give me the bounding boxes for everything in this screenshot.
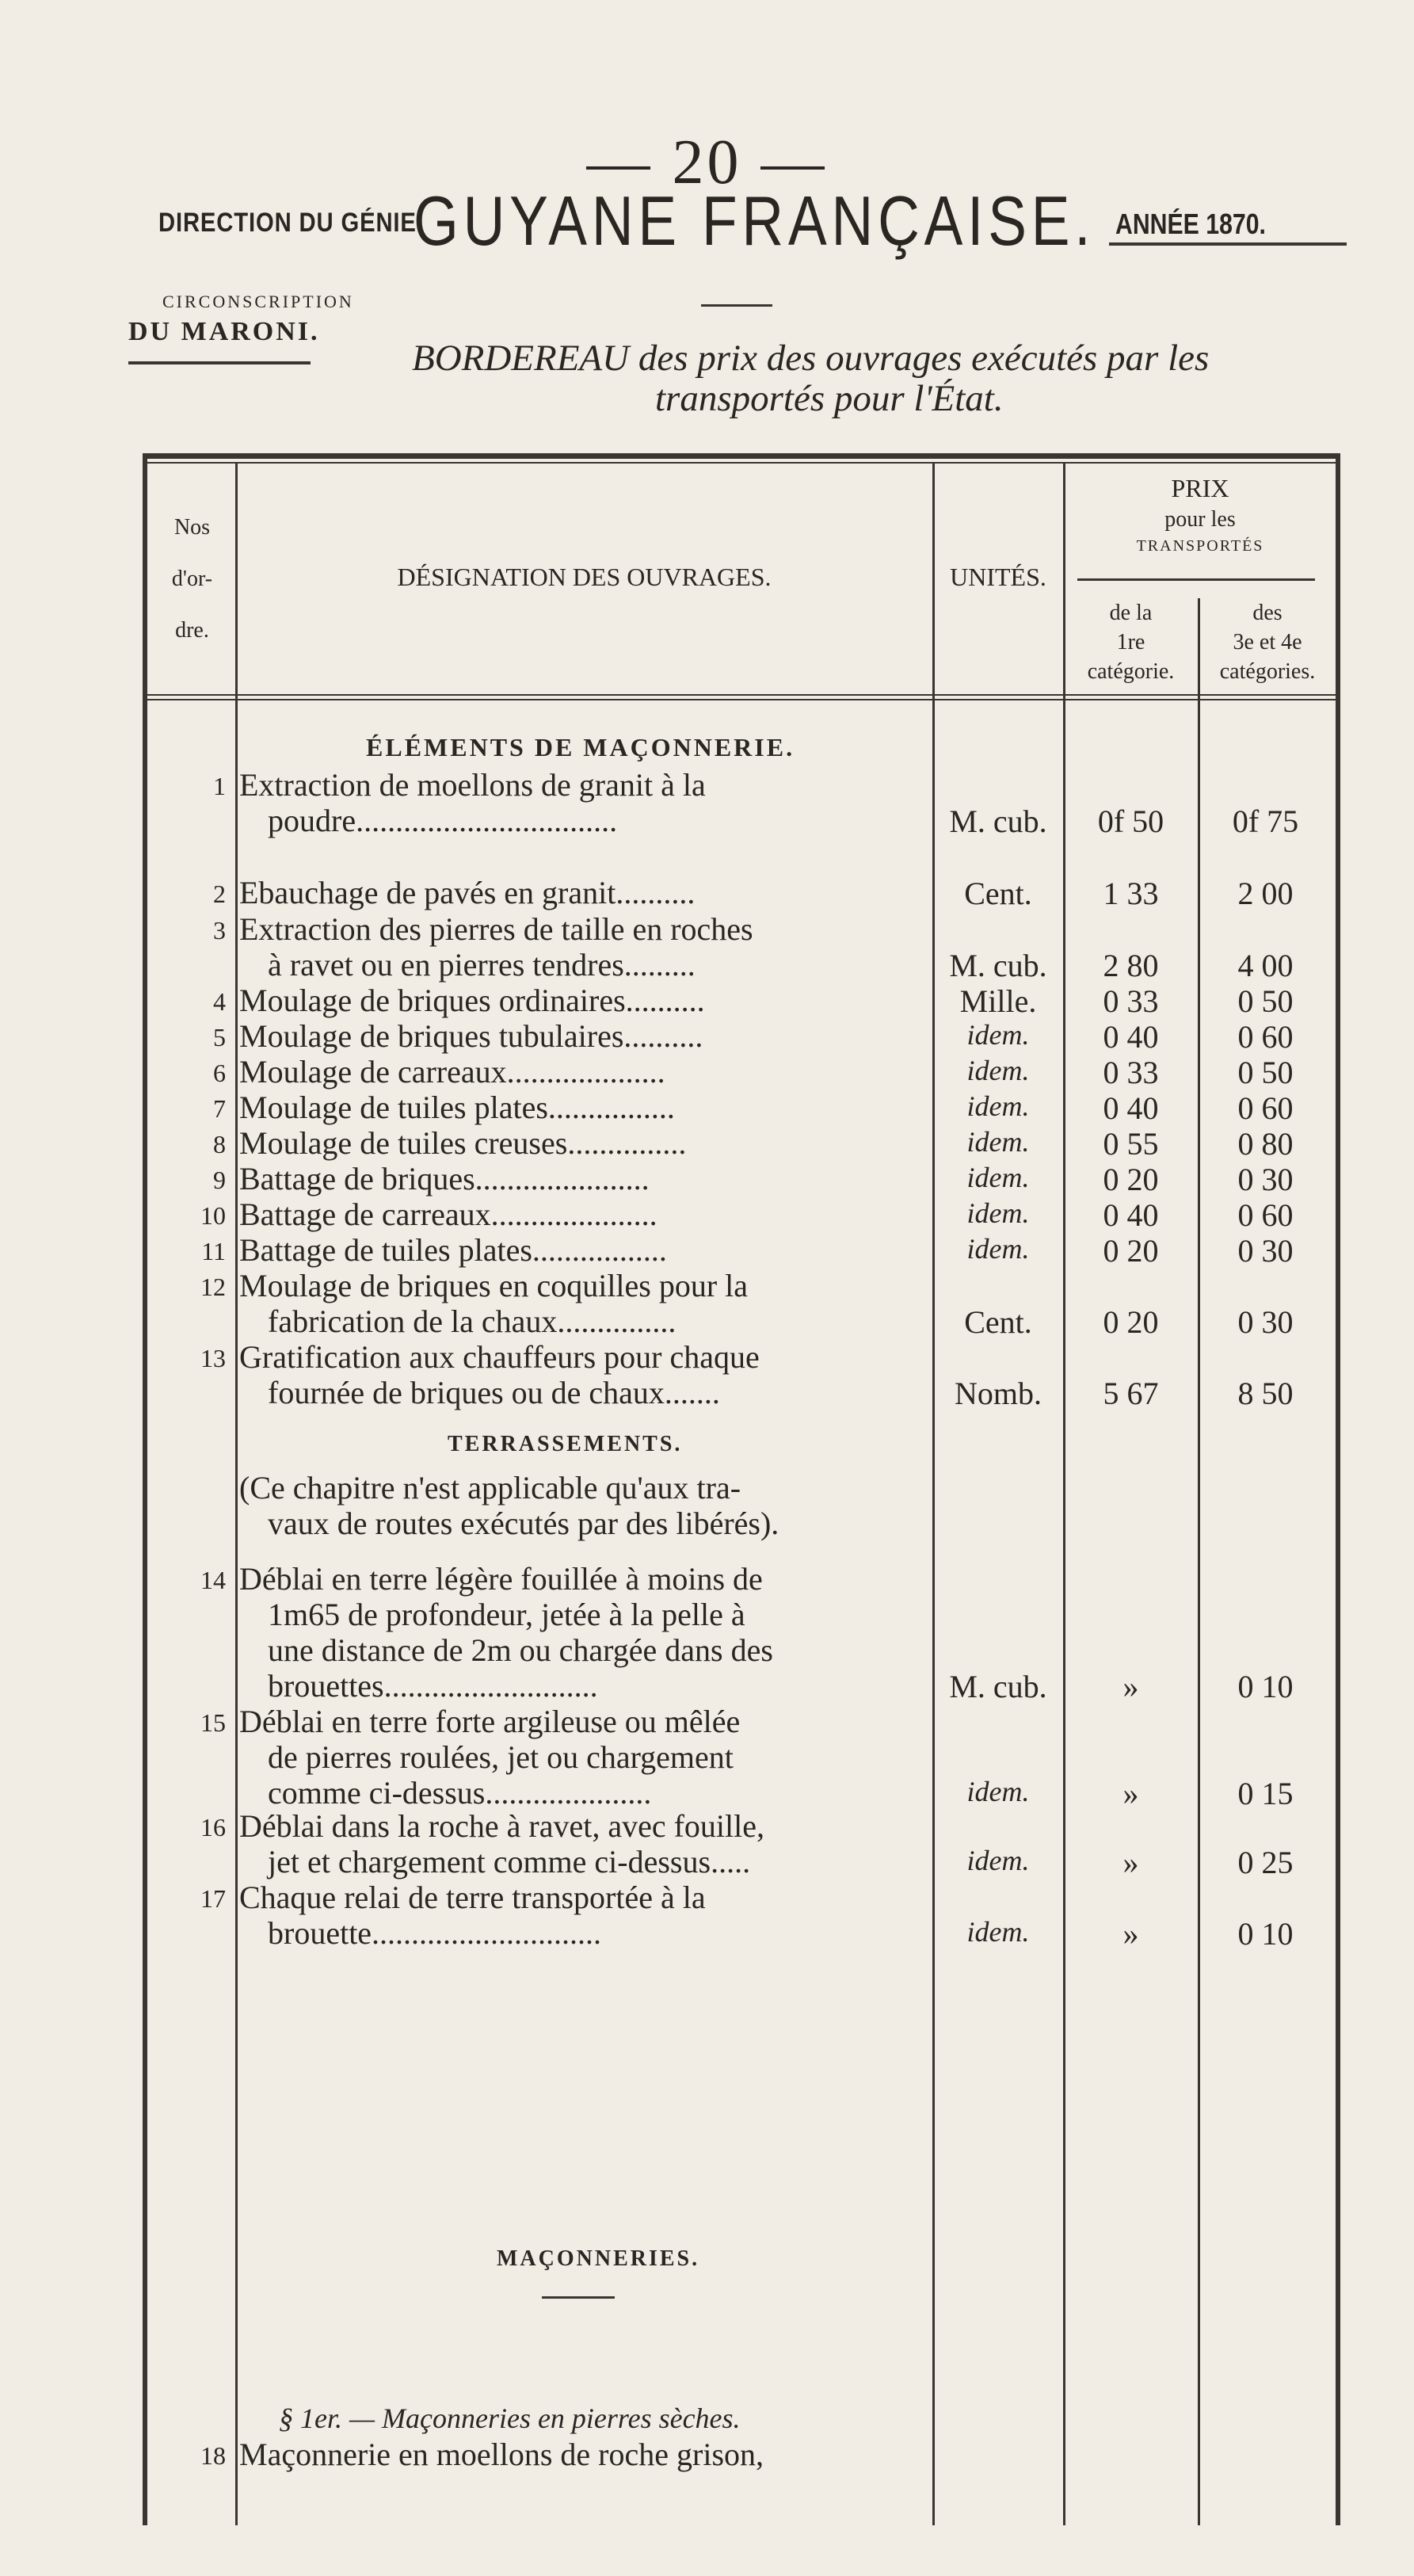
row-designation <box>239 1161 932 1196</box>
year-label: ANNÉE 1870. <box>1115 208 1266 240</box>
row-number: 10 <box>200 1201 226 1230</box>
row-designation <box>239 1125 932 1161</box>
row-designation <box>239 1232 932 1268</box>
price-cat1: 0 33 <box>1103 1055 1159 1090</box>
designation-line: de pierres roulées, jet ou chargement <box>268 1739 734 1775</box>
department-label: DIRECTION DU GÉNIE. <box>158 208 424 238</box>
row-designation <box>239 1808 932 1880</box>
price-cat1: » <box>1122 1845 1139 1880</box>
price-cat2: 0 80 <box>1237 1126 1294 1162</box>
price-cat1: 0 55 <box>1103 1126 1159 1162</box>
header-bottom-rule-2 <box>147 699 1336 700</box>
table-top-rule-thin <box>143 462 1340 464</box>
page-number: — 20 — <box>586 128 828 197</box>
cat1-header-3: catégorie. <box>1087 659 1175 684</box>
subtitle-line-2: transportés pour l'État. <box>655 378 1004 419</box>
header-bottom-rule <box>147 694 1336 696</box>
price-cat1: » <box>1122 1669 1139 1704</box>
designation-line: Battage de carreaux..................... <box>239 1196 657 1232</box>
price-cat2: 0 30 <box>1237 1233 1294 1269</box>
row-number: 8 <box>213 1130 226 1158</box>
col-designation-header: DÉSIGNATION DES OUVRAGES. <box>397 563 772 591</box>
subtitle-line-1: BORDEREAU des prix des ouvrages exécutés par les <box>412 338 1210 379</box>
cat2-header-3: catégories. <box>1219 659 1316 684</box>
designation-line: une distance de 2m ou chargée dans des <box>268 1632 773 1668</box>
price-cat1: 0 20 <box>1103 1233 1159 1269</box>
price-cat1: 1 33 <box>1103 876 1159 911</box>
designation-line: brouette............................. <box>268 1915 602 1951</box>
price-cat1: 0f 50 <box>1097 803 1164 839</box>
row-number: 7 <box>213 1094 226 1123</box>
circonscription-underline <box>128 361 311 364</box>
row-number: 16 <box>200 1813 226 1841</box>
designation-line: Moulage de carreaux.................... <box>239 1054 665 1090</box>
row-number: 1 <box>213 772 226 800</box>
row-number: 5 <box>213 1023 226 1051</box>
row-number: 18 <box>200 2441 226 2470</box>
section-heading-terrassements: TERRASSEMENTS. <box>448 1432 683 1456</box>
price-cat2: 2 00 <box>1237 876 1294 911</box>
designation-line: comme ci-dessus..................... <box>268 1775 652 1811</box>
designation-line: fabrication de la chaux............... <box>268 1303 677 1339</box>
row-unit: Cent. <box>964 876 1032 911</box>
price-cat2: 0 25 <box>1237 1845 1294 1880</box>
price-cat2: 0 60 <box>1237 1197 1294 1233</box>
designation-line: à ravet ou en pierres tendres......... <box>268 947 696 983</box>
row-unit: M. cub. <box>949 803 1047 839</box>
row-unit: Nomb. <box>955 1376 1042 1411</box>
row-unit: idem. <box>966 1055 1030 1086</box>
circonscription-label: CIRCONSCRIPTION <box>162 292 354 311</box>
row-designation <box>239 911 932 983</box>
cat1-header-2: 1re <box>1116 630 1145 654</box>
row-designation <box>239 983 932 1018</box>
row-designation <box>239 1268 932 1339</box>
column-divider-num <box>235 464 238 2525</box>
row-number: 3 <box>213 916 226 945</box>
price-cat1: 0 40 <box>1103 1197 1159 1233</box>
row-unit: idem. <box>966 1019 1030 1051</box>
column-divider-units <box>1063 464 1065 2525</box>
designation-line: jet et chargement comme ci-dessus..... <box>268 1844 751 1880</box>
price-cat1: » <box>1122 1916 1139 1952</box>
row-designation <box>239 1339 932 1410</box>
designation-line: Moulage de tuiles plates................ <box>239 1090 675 1125</box>
price-cat2: 0 10 <box>1237 1916 1294 1952</box>
section-heading-maconneries: MAÇONNERIES. <box>497 2246 700 2271</box>
maconneries-rule <box>542 2296 615 2299</box>
row-number: 17 <box>200 1884 226 1913</box>
designation-line: brouettes........................... <box>268 1668 598 1704</box>
designation-line: Moulage de tuiles creuses............... <box>239 1125 687 1161</box>
designation-line: Battage de tuiles plates................. <box>239 1232 667 1268</box>
subsection-heading: § 1er. — Maçonneries en pierres sèches. <box>279 2402 741 2434</box>
row-unit: Mille. <box>959 983 1037 1019</box>
price-cat1: » <box>1122 1776 1139 1811</box>
cat2-header-1: des <box>1252 601 1283 625</box>
row-designation <box>239 1090 932 1125</box>
prix-header-2: pour les <box>1164 507 1236 532</box>
row-designation <box>239 875 932 910</box>
designation-line: Chaque relai de terre transportée à la <box>239 1880 706 1915</box>
row-number: 2 <box>213 880 226 908</box>
designation-line: Gratification aux chauffeurs pour chaque <box>239 1339 760 1375</box>
price-cat1: 0 20 <box>1103 1162 1159 1197</box>
prix-rule <box>1077 578 1315 581</box>
price-cat2: 0f 75 <box>1232 803 1299 839</box>
designation-line: Déblai en terre légère fouillée à moins de <box>239 1561 763 1597</box>
col-num-header-2: d'or- <box>171 567 213 591</box>
designation-line: Moulage de briques tubulaires.......... <box>239 1018 703 1054</box>
designation-line: Déblai en terre forte argileuse ou mêlée <box>239 1704 741 1739</box>
designation-line: poudre................................. <box>268 803 618 838</box>
row-number: 11 <box>201 1237 226 1265</box>
price-cat2: 8 50 <box>1237 1376 1294 1411</box>
title-rule <box>701 304 772 307</box>
designation-line: Ebauchage de pavés en granit.......... <box>239 875 696 910</box>
row-unit: M. cub. <box>949 948 1047 983</box>
row-designation <box>239 1704 932 1811</box>
price-cat1: 0 40 <box>1103 1019 1159 1055</box>
designation-line: Maçonnerie en moellons de roche grison, <box>239 2437 764 2472</box>
row-number: 13 <box>200 1344 226 1372</box>
price-cat1: 2 80 <box>1103 948 1159 983</box>
price-cat1: 0 20 <box>1103 1304 1159 1340</box>
table-top-rule <box>143 453 1340 459</box>
section-heading-elements: ÉLÉMENTS DE MAÇONNERIE. <box>366 733 795 761</box>
price-cat2: 4 00 <box>1237 948 1294 983</box>
row-unit: idem. <box>966 1776 1030 1807</box>
column-divider-designation <box>932 464 935 2525</box>
designation-line: 1m65 de profondeur, jetée à la pelle à <box>268 1597 745 1632</box>
price-cat2: 0 15 <box>1237 1776 1294 1811</box>
col-num-header-3: dre. <box>175 618 209 643</box>
row-designation <box>239 1561 932 1704</box>
row-unit: idem. <box>966 1090 1030 1122</box>
row-number: 9 <box>213 1166 226 1194</box>
row-number: 12 <box>200 1273 226 1301</box>
row-designation <box>239 1196 932 1232</box>
prix-header-1: PRIX <box>1171 474 1229 502</box>
price-cat2: 0 50 <box>1237 983 1294 1019</box>
price-cat2: 0 60 <box>1237 1090 1294 1126</box>
row-number: 4 <box>213 987 226 1016</box>
row-unit: M. cub. <box>949 1669 1047 1704</box>
row-number: 15 <box>200 1708 226 1737</box>
designation-line: Moulage de briques ordinaires.......... <box>239 983 705 1018</box>
price-cat2: 0 50 <box>1237 1055 1294 1090</box>
price-cat1: 5 67 <box>1103 1376 1159 1411</box>
designation-line: Déblai dans la roche à ravet, avec fouille, <box>239 1808 765 1844</box>
prix-header-3: TRANSPORTÉS <box>1136 537 1264 555</box>
row-designation <box>239 1018 932 1054</box>
row-unit: idem. <box>966 1126 1030 1158</box>
row-unit: idem. <box>966 1845 1030 1876</box>
designation-line: fournée de briques ou de chaux....... <box>268 1375 720 1410</box>
row-designation <box>239 2437 932 2472</box>
col-num-header-1: Nos <box>173 515 211 540</box>
price-cat2: 0 30 <box>1237 1162 1294 1197</box>
designation-line: Moulage de briques en coquilles pour la <box>239 1268 749 1303</box>
row-number: 6 <box>213 1059 226 1087</box>
designation-line: Battage de briques...................... <box>239 1161 650 1196</box>
note-line-2: vaux de routes exécutés par des libérés). <box>268 1506 779 1541</box>
col-units-header: UNITÉS. <box>950 563 1046 591</box>
note-line-1: (Ce chapitre n'est applicable qu'aux tra- <box>239 1470 741 1506</box>
row-number: 14 <box>200 1566 226 1594</box>
price-cat1: 0 33 <box>1103 983 1159 1019</box>
price-cat2: 0 10 <box>1237 1669 1294 1704</box>
row-unit: Cent. <box>964 1304 1032 1340</box>
price-cat2: 0 60 <box>1237 1019 1294 1055</box>
row-unit: idem. <box>966 1197 1030 1229</box>
row-unit: idem. <box>966 1162 1030 1193</box>
row-designation <box>239 767 932 838</box>
circonscription-name: DU MARONI. <box>128 317 320 346</box>
table-left-border <box>143 453 147 2525</box>
year-underline <box>1109 242 1347 246</box>
cat2-header-2: 3e et 4e <box>1233 630 1302 654</box>
row-designation <box>239 1880 932 1951</box>
page-title: GUYANE FRANÇAISE. <box>414 181 1096 260</box>
row-designation <box>239 1054 932 1090</box>
row-unit: idem. <box>966 1916 1030 1948</box>
designation-line: Extraction de moellons de granit à la <box>239 767 706 803</box>
table-right-border <box>1336 453 1340 2525</box>
designation-line: Extraction des pierres de taille en roches <box>239 911 753 947</box>
price-cat2: 0 30 <box>1237 1304 1294 1340</box>
row-unit: idem. <box>966 1233 1030 1265</box>
price-cat1: 0 40 <box>1103 1090 1159 1126</box>
cat1-header-1: de la <box>1109 601 1153 625</box>
